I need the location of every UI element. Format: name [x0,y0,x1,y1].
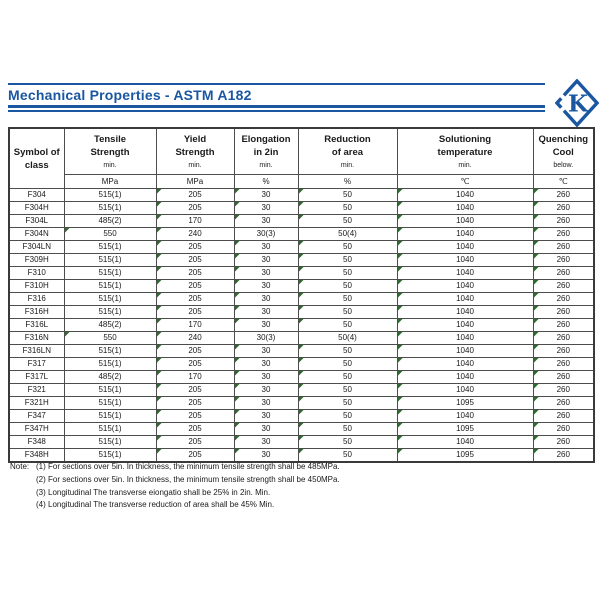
number-stored-as-text-flag-icon [157,202,162,207]
number-stored-as-text-flag-icon [534,384,539,389]
footnotes [10,461,340,512]
table-cell: 515(1) [64,293,156,306]
table-row [9,215,594,228]
number-stored-as-text-flag-icon [157,358,162,363]
note-item: (3) Longitudinal The transverse eiongatio shall be 25% in 2in. Min. [36,487,271,497]
number-stored-as-text-flag-icon [534,371,539,376]
table-cell: 1040 [397,280,533,293]
number-stored-as-text-flag-icon [299,345,304,350]
number-stored-as-text-flag-icon [157,410,162,415]
table-row [9,345,594,358]
table-cell: 1040 [397,215,533,228]
number-stored-as-text-flag-icon [157,280,162,285]
number-stored-as-text-flag-icon [398,358,403,363]
table-cell: 1040 [397,189,533,202]
number-stored-as-text-flag-icon [235,241,240,246]
number-stored-as-text-flag-icon [398,410,403,415]
table-cell: 30(3) [234,228,298,241]
number-stored-as-text-flag-icon [299,423,304,428]
number-stored-as-text-flag-icon [534,423,539,428]
number-stored-as-text-flag-icon [235,384,240,389]
number-stored-as-text-flag-icon [534,449,539,454]
table-row [9,189,594,202]
number-stored-as-text-flag-icon [534,241,539,246]
number-stored-as-text-flag-icon [235,280,240,285]
number-stored-as-text-flag-icon [65,332,70,337]
number-stored-as-text-flag-icon [235,202,240,207]
number-stored-as-text-flag-icon [398,449,403,454]
number-stored-as-text-flag-icon [235,358,240,363]
table-cell: 205 [156,397,234,410]
number-stored-as-text-flag-icon [235,267,240,272]
page-title: Mechanical Properties - ASTM A182 [8,87,252,103]
table-cell: 260 [533,345,594,358]
number-stored-as-text-flag-icon [299,189,304,194]
number-stored-as-text-flag-icon [398,397,403,402]
number-stored-as-text-flag-icon [398,319,403,324]
table-cell: 205 [156,436,234,449]
table-cell: 515(1) [64,410,156,423]
table-cell: 1040 [397,410,533,423]
table-cell: 170 [156,319,234,332]
number-stored-as-text-flag-icon [157,371,162,376]
table-cell: 485(2) [64,319,156,332]
number-stored-as-text-flag-icon [157,254,162,259]
table-cell: 515(1) [64,280,156,293]
table-cell: 30 [234,241,298,254]
cell-symbol-of-class: F321 [9,384,64,397]
number-stored-as-text-flag-icon [534,267,539,272]
number-stored-as-text-flag-icon [534,189,539,194]
table-cell: 50 [298,384,397,397]
table-cell: 515(1) [64,202,156,215]
number-stored-as-text-flag-icon [398,280,403,285]
cell-symbol-of-class: F304 [9,189,64,202]
table-cell: 30 [234,293,298,306]
table-cell: 50 [298,410,397,423]
number-stored-as-text-flag-icon [235,189,240,194]
table-cell: 1095 [397,397,533,410]
table-cell: 260 [533,371,594,384]
cell-symbol-of-class: F348 [9,436,64,449]
number-stored-as-text-flag-icon [235,293,240,298]
number-stored-as-text-flag-icon [157,189,162,194]
table-cell: 50(4) [298,332,397,345]
number-stored-as-text-flag-icon [534,280,539,285]
number-stored-as-text-flag-icon [299,267,304,272]
column-header: Quenching Cool below. [533,128,594,175]
number-stored-as-text-flag-icon [157,332,162,337]
table-row [9,267,594,280]
number-stored-as-text-flag-icon [534,332,539,337]
table-cell: 30 [234,215,298,228]
table-cell: 550 [64,228,156,241]
number-stored-as-text-flag-icon [235,319,240,324]
table-cell: 50 [298,306,397,319]
table-cell: 50 [298,189,397,202]
number-stored-as-text-flag-icon [534,293,539,298]
number-stored-as-text-flag-icon [299,215,304,220]
diamond-k-logo-icon [555,79,599,127]
table-cell: 50 [298,215,397,228]
number-stored-as-text-flag-icon [157,241,162,246]
note-item: (2) For sections over 5in. In thickness, the minimum tensile strength shall be 450MPa. [36,474,340,484]
table-cell: 515(1) [64,241,156,254]
header-bottom-rule-thin [8,110,545,112]
number-stored-as-text-flag-icon [235,254,240,259]
table-cell: 240 [156,332,234,345]
column-header: Elongation in 2in min. [234,128,298,175]
table-cell: 30 [234,397,298,410]
column-header: Solutioning temperature min. [397,128,533,175]
table-cell: 50 [298,202,397,215]
table-cell: 1095 [397,449,533,463]
cell-symbol-of-class: F304H [9,202,64,215]
header-top-rule [8,83,545,85]
table-cell: 485(2) [64,371,156,384]
table-cell: 50 [298,293,397,306]
number-stored-as-text-flag-icon [299,202,304,207]
table-cell: 1040 [397,332,533,345]
table-cell: 1040 [397,319,533,332]
column-unit: % [234,175,298,189]
cell-symbol-of-class: F317L [9,371,64,384]
table-cell: 515(1) [64,436,156,449]
table-cell: 260 [533,241,594,254]
number-stored-as-text-flag-icon [157,449,162,454]
cell-symbol-of-class: F321H [9,397,64,410]
number-stored-as-text-flag-icon [534,228,539,233]
table-row [9,254,594,267]
table-cell: 515(1) [64,384,156,397]
table-cell: 205 [156,254,234,267]
table-cell: 50 [298,449,397,463]
table-cell: 515(1) [64,358,156,371]
table-row [9,410,594,423]
mechanical-properties-table [8,127,595,463]
cell-symbol-of-class: F347 [9,410,64,423]
table-cell: 50 [298,241,397,254]
table-cell: 50 [298,397,397,410]
table-cell: 260 [533,254,594,267]
number-stored-as-text-flag-icon [157,423,162,428]
number-stored-as-text-flag-icon [398,423,403,428]
table-cell: 260 [533,423,594,436]
cell-symbol-of-class: F304N [9,228,64,241]
number-stored-as-text-flag-icon [534,436,539,441]
number-stored-as-text-flag-icon [299,280,304,285]
table-cell: 1040 [397,241,533,254]
table-cell: 485(2) [64,215,156,228]
table-cell: 205 [156,358,234,371]
column-header: Reduction of area min. [298,128,397,175]
table-cell: 260 [533,228,594,241]
table-cell: 50 [298,267,397,280]
number-stored-as-text-flag-icon [65,228,70,233]
table-cell: 260 [533,267,594,280]
table-cell: 260 [533,319,594,332]
number-stored-as-text-flag-icon [299,306,304,311]
cell-symbol-of-class: F316L [9,319,64,332]
number-stored-as-text-flag-icon [235,306,240,311]
number-stored-as-text-flag-icon [534,397,539,402]
table-cell: 1040 [397,436,533,449]
number-stored-as-text-flag-icon [235,449,240,454]
number-stored-as-text-flag-icon [157,319,162,324]
table-row [9,293,594,306]
table-cell: 1040 [397,358,533,371]
table-cell: 30 [234,267,298,280]
number-stored-as-text-flag-icon [398,267,403,272]
table-row [9,358,594,371]
table-cell: 50 [298,436,397,449]
number-stored-as-text-flag-icon [398,384,403,389]
table-row [9,202,594,215]
number-stored-as-text-flag-icon [299,371,304,376]
number-stored-as-text-flag-icon [157,215,162,220]
table-cell: 205 [156,423,234,436]
column-unit: ℃ [533,175,594,189]
table-cell: 515(1) [64,254,156,267]
table-cell: 515(1) [64,189,156,202]
table-cell: 205 [156,267,234,280]
cell-symbol-of-class: F310H [9,280,64,293]
table-cell: 515(1) [64,345,156,358]
number-stored-as-text-flag-icon [534,358,539,363]
number-stored-as-text-flag-icon [534,215,539,220]
table-row [9,449,594,463]
table-cell: 260 [533,384,594,397]
cell-symbol-of-class: F310 [9,267,64,280]
table-cell: 260 [533,280,594,293]
table-cell: 515(1) [64,397,156,410]
table-cell: 30 [234,358,298,371]
table-cell: 50 [298,358,397,371]
table-cell: 260 [533,293,594,306]
number-stored-as-text-flag-icon [235,436,240,441]
number-stored-as-text-flag-icon [157,397,162,402]
number-stored-as-text-flag-icon [299,293,304,298]
table-cell: 205 [156,384,234,397]
cell-symbol-of-class: F304L [9,215,64,228]
cell-symbol-of-class: F347H [9,423,64,436]
number-stored-as-text-flag-icon [157,436,162,441]
column-header: Tensile Strength min. [64,128,156,175]
table-cell: 205 [156,293,234,306]
number-stored-as-text-flag-icon [299,436,304,441]
table-row [9,332,594,345]
cell-symbol-of-class: F304LN [9,241,64,254]
table-cell: 30 [234,384,298,397]
table-cell: 515(1) [64,423,156,436]
number-stored-as-text-flag-icon [398,215,403,220]
table-cell: 30(3) [234,332,298,345]
table-cell: 205 [156,449,234,463]
table-cell: 30 [234,423,298,436]
table-row [9,306,594,319]
number-stored-as-text-flag-icon [534,254,539,259]
table-row [9,241,594,254]
number-stored-as-text-flag-icon [398,345,403,350]
table-cell: 30 [234,319,298,332]
table-cell: 30 [234,345,298,358]
number-stored-as-text-flag-icon [235,410,240,415]
table-cell: 30 [234,202,298,215]
number-stored-as-text-flag-icon [398,254,403,259]
table-cell: 1040 [397,384,533,397]
table-cell: 205 [156,189,234,202]
number-stored-as-text-flag-icon [157,228,162,233]
table-cell: 30 [234,410,298,423]
number-stored-as-text-flag-icon [299,397,304,402]
table-cell: 1040 [397,371,533,384]
table-cell: 1095 [397,423,533,436]
number-stored-as-text-flag-icon [398,293,403,298]
number-stored-as-text-flag-icon [398,241,403,246]
number-stored-as-text-flag-icon [157,345,162,350]
table-cell: 260 [533,202,594,215]
number-stored-as-text-flag-icon [299,319,304,324]
notes-label: Note: [10,462,30,471]
table-row [9,436,594,449]
column-unit: ℃ [397,175,533,189]
table-cell: 30 [234,436,298,449]
table-cell: 550 [64,332,156,345]
table-cell: 205 [156,345,234,358]
number-stored-as-text-flag-icon [534,306,539,311]
table-cell: 260 [533,189,594,202]
cell-symbol-of-class: F348H [9,449,64,463]
number-stored-as-text-flag-icon [299,410,304,415]
table-cell: 30 [234,254,298,267]
table-cell: 50 [298,280,397,293]
cell-symbol-of-class: F317 [9,358,64,371]
table-row [9,280,594,293]
cell-symbol-of-class: F316 [9,293,64,306]
table-cell: 260 [533,215,594,228]
cell-symbol-of-class: F309H [9,254,64,267]
number-stored-as-text-flag-icon [398,189,403,194]
table-cell: 515(1) [64,449,156,463]
table-row [9,423,594,436]
table-cell: 205 [156,280,234,293]
column-header-symbol-of-class: Symbol of class [9,128,64,189]
table-cell: 30 [234,306,298,319]
table-cell: 50(4) [298,228,397,241]
table-cell: 260 [533,449,594,463]
table-row [9,384,594,397]
table-cell: 260 [533,306,594,319]
cell-symbol-of-class: F316H [9,306,64,319]
table-row [9,319,594,332]
number-stored-as-text-flag-icon [157,306,162,311]
table-cell: 50 [298,371,397,384]
table-cell: 170 [156,371,234,384]
number-stored-as-text-flag-icon [235,371,240,376]
number-stored-as-text-flag-icon [534,345,539,350]
number-stored-as-text-flag-icon [534,319,539,324]
number-stored-as-text-flag-icon [534,410,539,415]
table-cell: 50 [298,345,397,358]
column-header: Yield Strength min. [156,128,234,175]
number-stored-as-text-flag-icon [398,202,403,207]
table-cell: 205 [156,202,234,215]
table-cell: 1040 [397,345,533,358]
number-stored-as-text-flag-icon [398,228,403,233]
note-item: (1) For sections over 5in. In thickness, the minimum tensile strength shall be 485MPa. [36,462,340,471]
number-stored-as-text-flag-icon [398,306,403,311]
table-row [9,228,594,241]
table-cell: 205 [156,306,234,319]
table-row [9,371,594,384]
number-stored-as-text-flag-icon [235,397,240,402]
number-stored-as-text-flag-icon [157,384,162,389]
table-cell: 1040 [397,293,533,306]
column-unit: MPa [156,175,234,189]
table-row [9,397,594,410]
table-cell: 515(1) [64,267,156,280]
table-cell: 260 [533,332,594,345]
table-cell: 30 [234,280,298,293]
logo-letter: K [568,90,588,118]
table-cell: 515(1) [64,306,156,319]
number-stored-as-text-flag-icon [235,215,240,220]
header-bottom-rule-thick [8,105,545,108]
number-stored-as-text-flag-icon [235,423,240,428]
table-cell: 50 [298,319,397,332]
number-stored-as-text-flag-icon [299,241,304,246]
number-stored-as-text-flag-icon [398,332,403,337]
table-cell: 50 [298,423,397,436]
table-cell: 260 [533,397,594,410]
cell-symbol-of-class: F316LN [9,345,64,358]
table-cell: 205 [156,410,234,423]
table-cell: 30 [234,371,298,384]
number-stored-as-text-flag-icon [398,436,403,441]
number-stored-as-text-flag-icon [157,293,162,298]
table-cell: 260 [533,410,594,423]
number-stored-as-text-flag-icon [235,345,240,350]
table-cell: 30 [234,189,298,202]
note-item: (4) Longitudinal The transverse reduction of area shall be 45% Min. [36,500,275,510]
table-cell: 1040 [397,254,533,267]
table-cell: 205 [156,241,234,254]
table-cell: 1040 [397,267,533,280]
number-stored-as-text-flag-icon [398,371,403,376]
table-cell: 1040 [397,306,533,319]
table-cell: 1040 [397,228,533,241]
table-cell: 30 [234,449,298,463]
table-cell: 50 [298,254,397,267]
number-stored-as-text-flag-icon [157,267,162,272]
table-cell: 1040 [397,202,533,215]
number-stored-as-text-flag-icon [299,384,304,389]
column-unit: MPa [64,175,156,189]
column-unit: % [298,175,397,189]
number-stored-as-text-flag-icon [534,202,539,207]
table-cell: 260 [533,358,594,371]
number-stored-as-text-flag-icon [299,449,304,454]
number-stored-as-text-flag-icon [299,254,304,259]
number-stored-as-text-flag-icon [299,358,304,363]
table-cell: 170 [156,215,234,228]
table-cell: 240 [156,228,234,241]
cell-symbol-of-class: F316N [9,332,64,345]
table-cell: 260 [533,436,594,449]
